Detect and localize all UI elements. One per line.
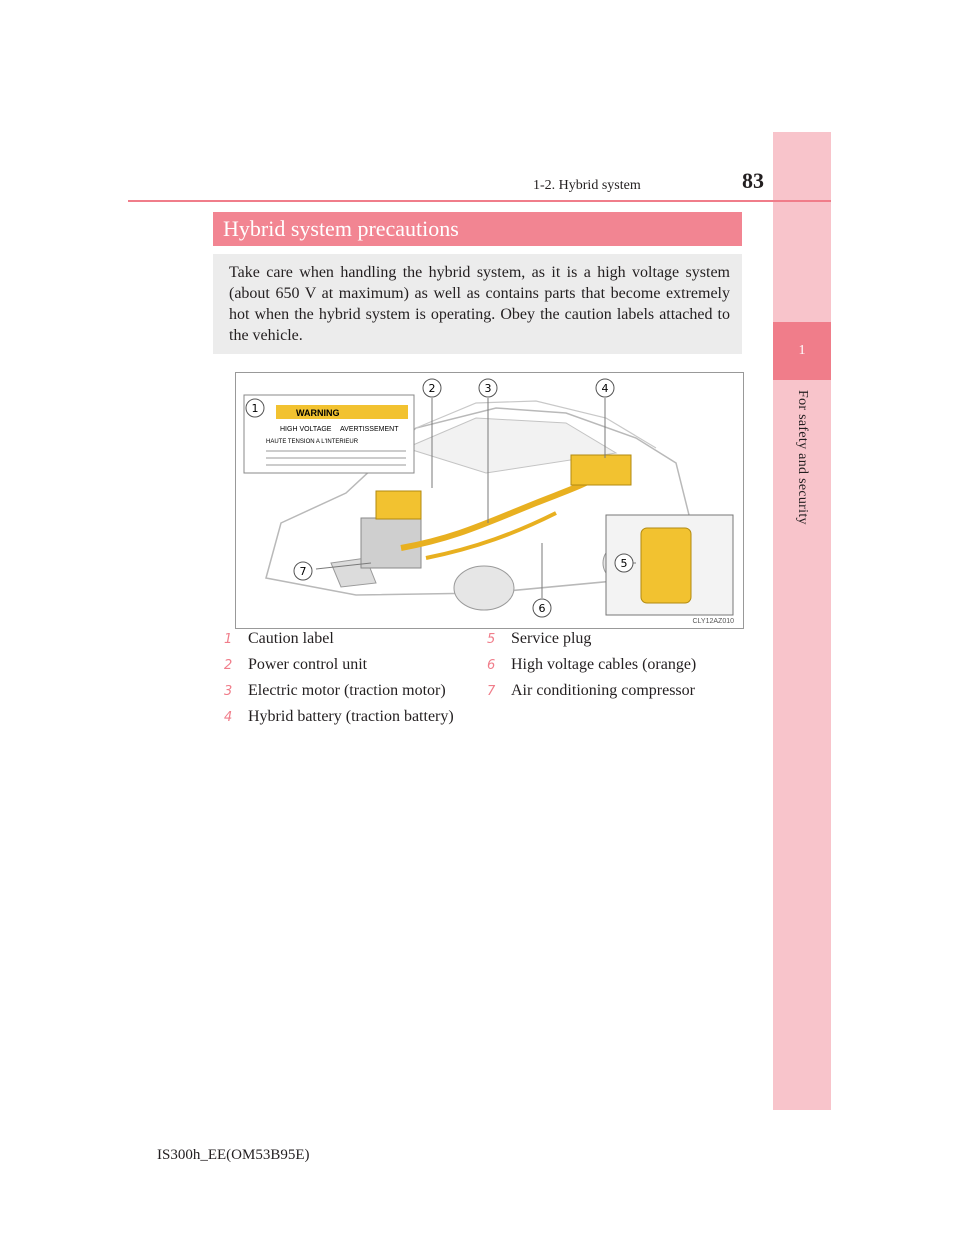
page-number: 83 xyxy=(742,168,764,193)
section-title: 1-2. Hybrid system xyxy=(533,178,641,193)
legend-item: 7 Air conditioning compressor xyxy=(487,682,695,699)
chapter-title: For safety and security xyxy=(795,390,810,525)
svg-text:WARNING: WARNING xyxy=(296,408,340,418)
legend-item: 2 Power control unit xyxy=(224,656,368,673)
chapter-number-tab[interactable]: 1 xyxy=(773,322,831,380)
legend-item: 4 Hybrid battery (traction battery) xyxy=(224,708,454,725)
hybrid-battery xyxy=(571,455,631,485)
image-code: CLY12AZ010 xyxy=(692,618,734,625)
header-rule xyxy=(128,200,831,202)
legend-item: 6 High voltage cables (orange) xyxy=(487,656,697,673)
svg-text:6: 6 xyxy=(538,602,546,615)
intro-text: Take care when handling the hybrid system, as it is a high voltage system (about 650 V at maximum) as well as contains parts that become extremely hot when the hybrid system is operating. Obey the caution labels attached to the vehicle. xyxy=(213,254,742,354)
svg-text:5: 5 xyxy=(620,557,628,570)
service-plug xyxy=(641,528,691,603)
front-wheel xyxy=(454,566,514,610)
svg-text:7: 7 xyxy=(299,565,307,578)
svg-text:3: 3 xyxy=(484,382,492,395)
document-code: IS300h_EE(OM53B95E) xyxy=(157,1147,310,1163)
svg-text:4: 4 xyxy=(601,382,609,395)
svg-text:HAUTE TENSION A L'INTERIEUR: HAUTE TENSION A L'INTERIEUR xyxy=(266,439,359,445)
svg-text:HIGH VOLTAGE: HIGH VOLTAGE xyxy=(280,426,332,433)
legend-item: 1 Caution label xyxy=(224,630,334,647)
side-tab xyxy=(773,132,831,1110)
svg-text:AVERTISSEMENT: AVERTISSEMENT xyxy=(340,426,399,433)
page-title: Hybrid system precautions xyxy=(213,212,742,246)
car-illustration xyxy=(236,373,743,628)
legend-item: 5 Service plug xyxy=(487,630,592,647)
svg-text:1: 1 xyxy=(251,402,259,415)
svg-text:2: 2 xyxy=(428,382,436,395)
legend-item: 3 Electric motor (traction motor) xyxy=(224,682,446,699)
hybrid-system-figure xyxy=(235,372,744,629)
power-control-unit xyxy=(376,491,421,519)
